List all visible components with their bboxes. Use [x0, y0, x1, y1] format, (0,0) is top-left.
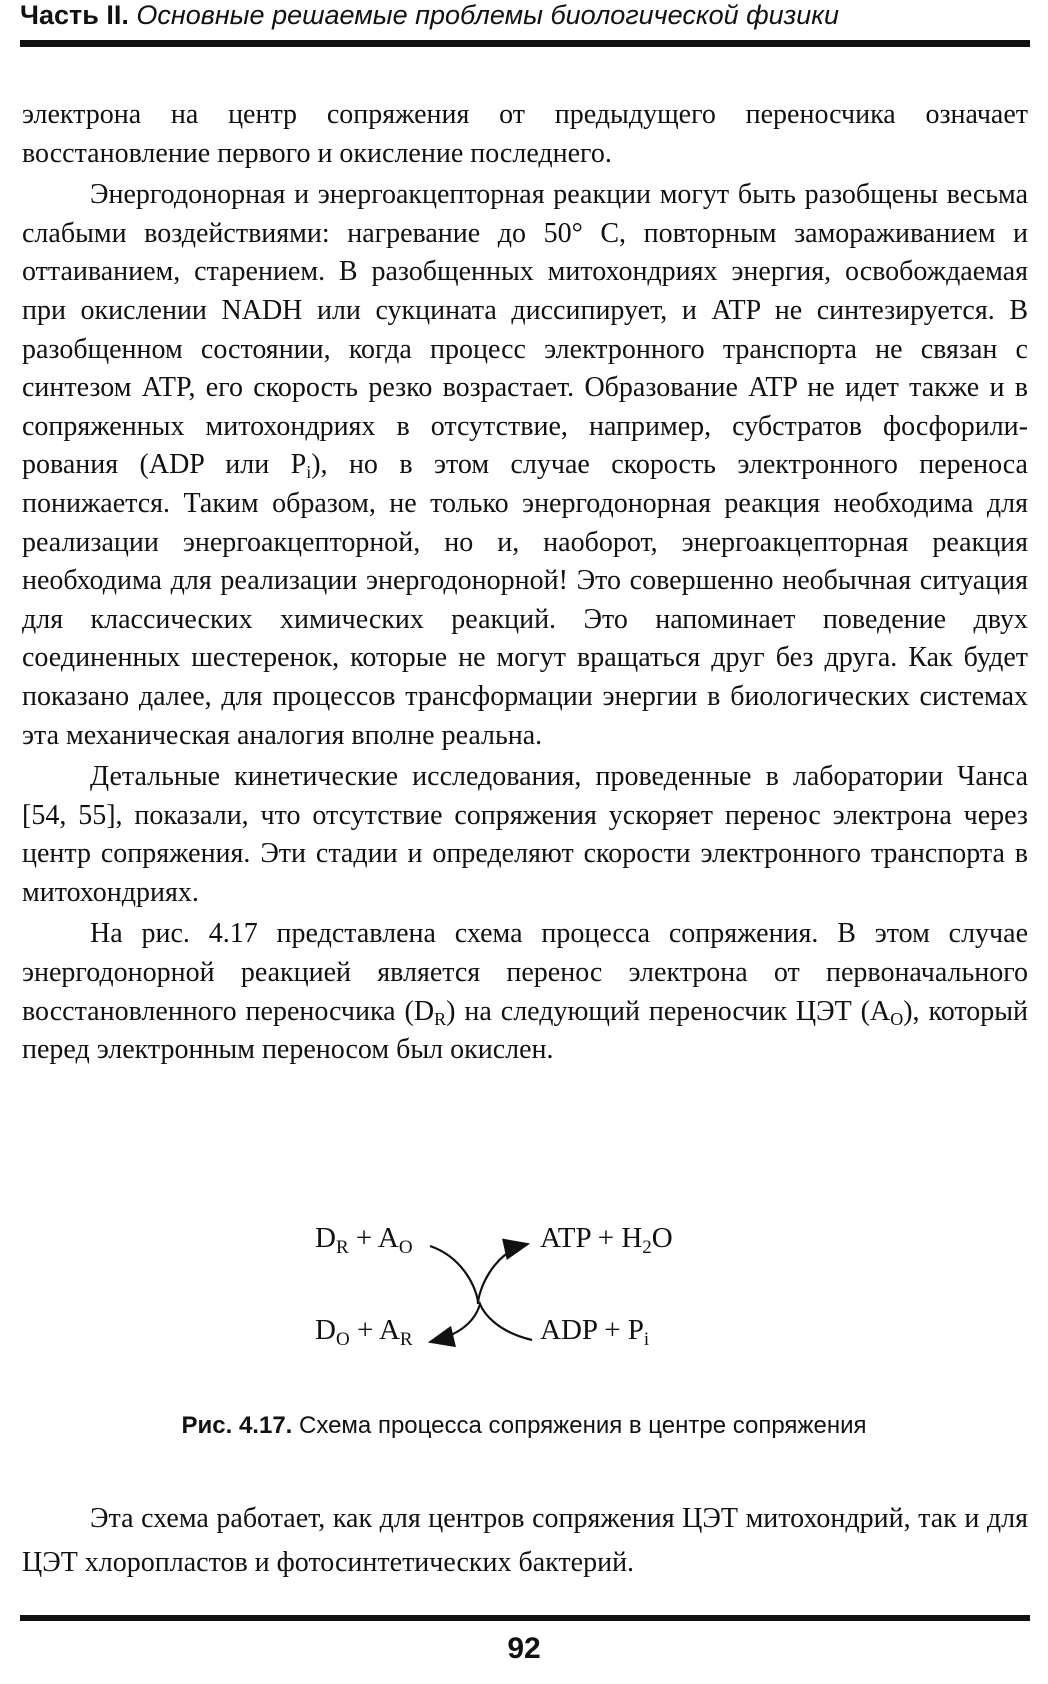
scheme-text: D	[315, 1314, 336, 1346]
paragraph-1: электрона на центр сопряжения от предыдущего переносчика означает восстановление первого и окисление последнего.	[22, 99, 1028, 169]
paragraph-3: Детальные кинетические исследования, проведенные в лаборатории Чанса [54, 55], показали, что отсутствие сопряжения ускоряет перенос электрона через центр сопряжения. Эти стадии и определяют скорости электронного транспорта в митохондриях.	[22, 761, 1028, 908]
scheme-subscript: R	[399, 1329, 413, 1350]
footer-rule	[20, 1615, 1030, 1621]
paragraph-4	[22, 915, 1028, 1069]
scheme-subscript: 2	[642, 1237, 652, 1258]
closing-paragraph	[22, 1497, 1028, 1585]
figure-number: Рис. 4.17.	[181, 1412, 293, 1439]
page-number: 92	[507, 1632, 541, 1665]
scheme-subscript: R	[335, 1237, 349, 1258]
body-text	[22, 96, 1028, 1070]
scheme-text: ADP + P	[540, 1314, 644, 1346]
paragraph-2-subscript: i	[306, 462, 312, 483]
scheme-subscript: i	[643, 1329, 650, 1350]
figure-caption	[0, 1412, 1048, 1440]
scheme-text: ATP + H	[540, 1222, 643, 1254]
paragraph-2	[22, 176, 1028, 755]
paragraph-4-subscript-2: O	[890, 1008, 904, 1029]
paragraph-5: Эта схема работает, как для центров сопряжения ЦЭТ митохондрий, так и для ЦЭТ хлоропластов и фотосинтетических бактерий.	[22, 1503, 1028, 1578]
header-rule	[20, 40, 1030, 47]
scheme-text: D	[315, 1222, 336, 1254]
scheme-text: + A	[349, 1314, 400, 1346]
running-head	[20, 0, 1030, 40]
scheme-subscript: O	[335, 1329, 350, 1350]
paragraph-4-part-b: ) на следующий переносчик ЦЭТ (A	[446, 995, 891, 1027]
running-head-title: Основные решаемые проблемы биологической физики	[136, 0, 840, 30]
lower-arc-arrow	[430, 1304, 532, 1342]
scheme-text: + A	[348, 1222, 399, 1254]
paragraph-4-subscript-1: R	[434, 1008, 447, 1029]
scheme-text: O	[651, 1222, 673, 1254]
coupling-arrows	[300, 1222, 770, 1382]
paragraph-2-part-a: Энергодонорная и энергоакцепторная реакции могут быть разобщены весьма слабыми воздействиями: нагревание до 50° С, повторным замораживанием и оттаиванием, старением. В разобщенных митохондриях энергия, освобождаемая при окислении NADH или сукцината диссипирует, и ATP не синтезируется. В разобщенном состоянии, когда процесс электронного транспорта не связан с синтезом ATP, его скорость резко возрастает. Образование ATP не идет также и в сопряженных митохондриях в отсутствие, например, субстратов фосфорилирования (ADP или P	[22, 179, 1028, 481]
paragraph-2-part-b: ), но в этом случае скорость электронного переноса понижается. Таким образом, не только энергодонорная реакция необходима для реализации энергоакцепторной, но и, наоборот, энергоакцепторная реакция необходима для реализации энергодонорной! Это совершенно необычная ситуация для классических химических реакций. Это напоминает поведение двух соединенных шестеренок, которые не могут вращаться друг без друга. Как будет показано далее, для процессов трансформации энергии в биологических системах эта механическая аналогия вполне реальна.	[22, 449, 1028, 751]
paragraph-4-part-c: ), который перед электронным переносом был окислен.	[22, 995, 1028, 1066]
figure-caption-text: Схема процесса сопряжения в центре сопряжения	[299, 1412, 867, 1439]
paragraph-4-part-a: На рис. 4.17 представлена схема процесса сопряжения. В этом случае энергодонорной реакцией является перенос электрона от первоначального восстановленного переносчика (D	[22, 918, 1028, 1027]
scheme-subscript: O	[398, 1237, 413, 1258]
running-head-part: Часть II.	[20, 0, 129, 30]
upper-arc-arrow	[430, 1244, 528, 1304]
coupling-scheme-figure	[300, 1222, 770, 1382]
